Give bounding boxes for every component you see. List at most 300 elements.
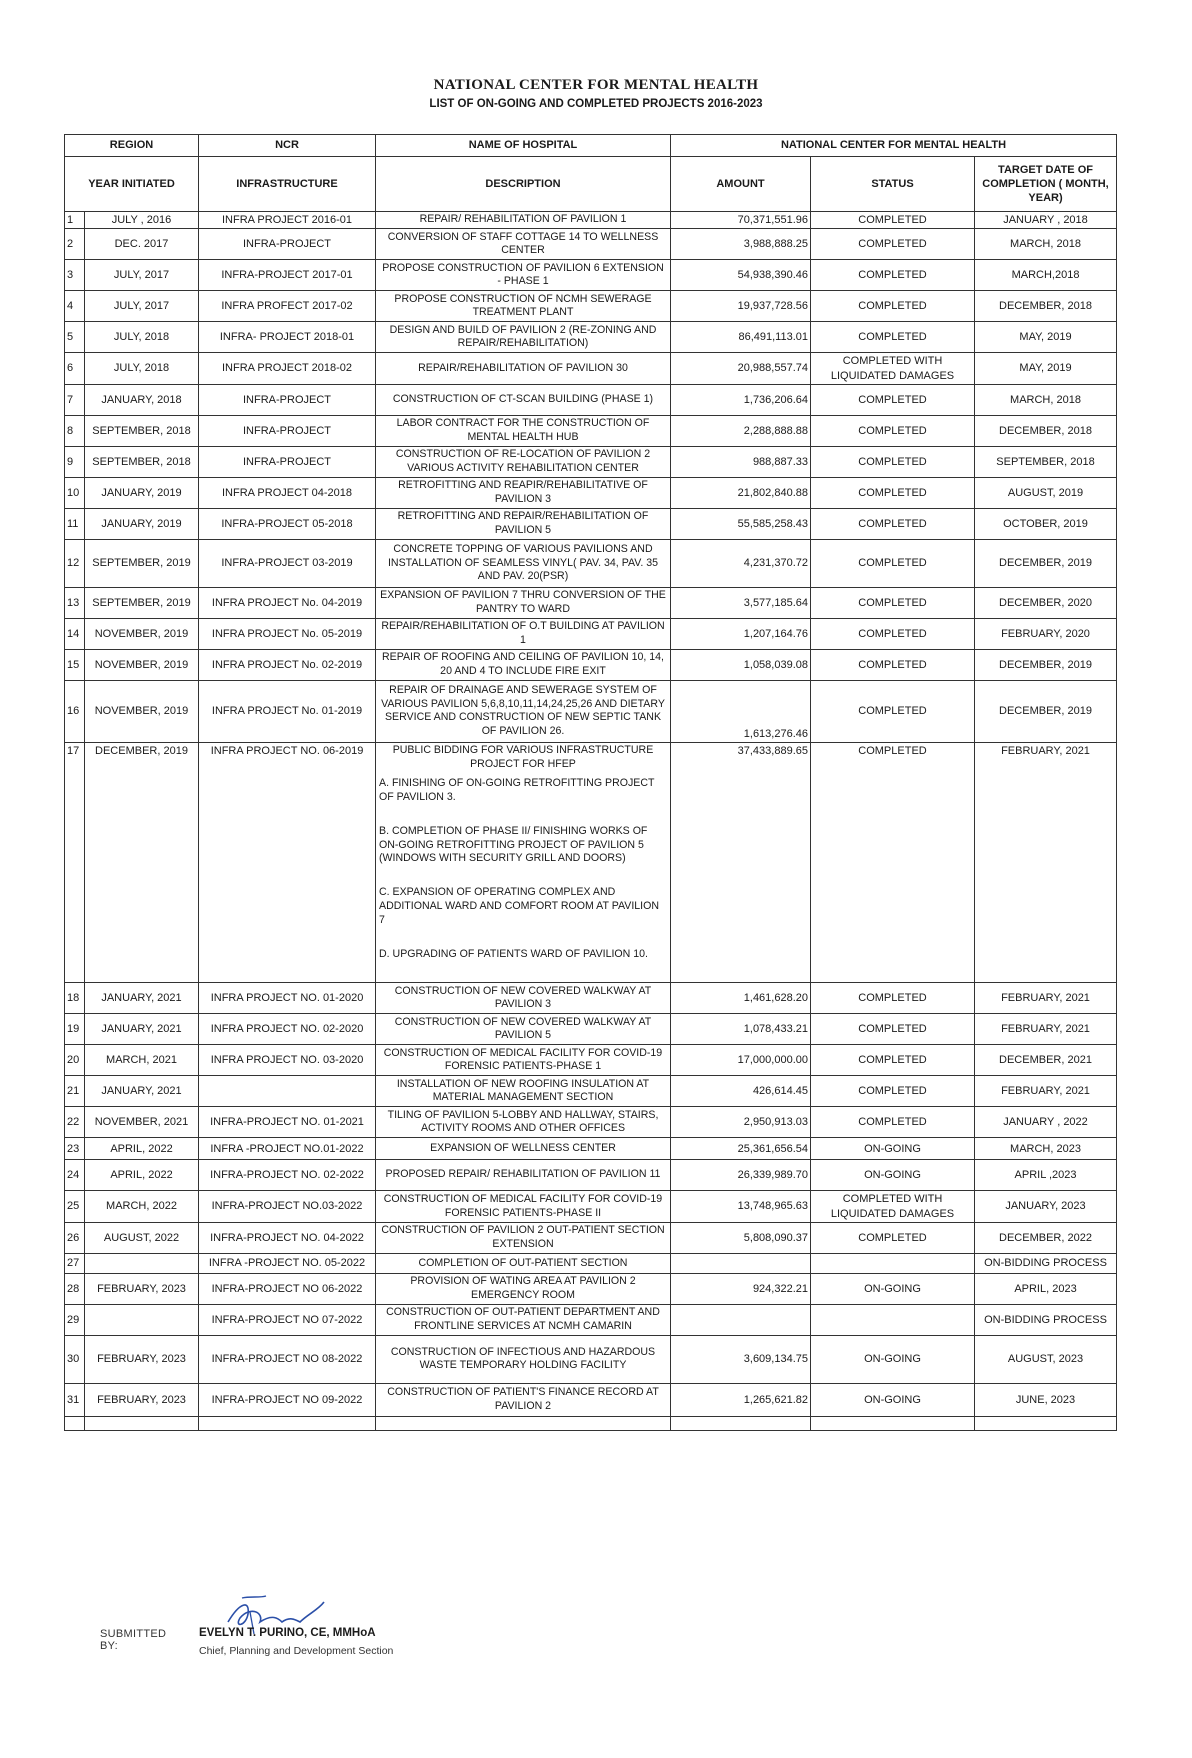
cell-infrastructure: INFRA PROJECT NO. 06-2019 <box>199 742 376 982</box>
cell-status: COMPLETED <box>811 508 975 539</box>
header-ncr: NCR <box>199 135 376 157</box>
cell-status: COMPLETED <box>811 1045 975 1076</box>
cell-row-number: 1 <box>65 212 85 229</box>
cell-description <box>376 508 671 539</box>
cell-infrastructure: INFRA-PROJECT <box>199 384 376 415</box>
description-text: CONSTRUCTION OF MEDICAL FACILITY FOR COVID-19 FORENSIC PATIENTS-PHASE II <box>383 1192 663 1219</box>
table-row <box>65 1014 1117 1045</box>
empty-cell <box>811 1416 975 1430</box>
cell-row-number: 4 <box>65 291 85 322</box>
cell-amount: 2,288,888.88 <box>671 415 811 446</box>
cell-year-initiated: JULY, 2017 <box>85 260 199 291</box>
cell-infrastructure: INFRA-PROJECT 05-2018 <box>199 508 376 539</box>
description-text: RETROFITTING AND REAPIR/REHABILITATIVE OF PAVILION 3 <box>398 479 648 505</box>
cell-row-number: 23 <box>65 1138 85 1160</box>
cell-description <box>376 1138 671 1160</box>
cell-year-initiated: JANUARY, 2021 <box>85 1014 199 1045</box>
cell-description <box>376 1222 671 1253</box>
empty-cell <box>65 1416 85 1430</box>
table-row <box>65 322 1117 353</box>
cell-target-date: MARCH, 2023 <box>975 1138 1117 1160</box>
cell-description <box>376 618 671 649</box>
description-text: PROPOSE CONSTRUCTION OF PAVILION 6 EXTENSION - PHASE 1 <box>382 261 664 288</box>
cell-description <box>376 1107 671 1138</box>
cell-status: COMPLETED <box>811 212 975 229</box>
description-text: PROPOSE CONSTRUCTION OF NCMH SEWERAGE TREATMENT PLANT <box>394 292 652 319</box>
cell-infrastructure: INFRA-PROJECT NO 07-2022 <box>199 1304 376 1335</box>
cell-infrastructure: INFRA- PROJECT 2018-01 <box>199 322 376 353</box>
cell-year-initiated <box>85 1253 199 1273</box>
cell-year-initiated: JULY, 2018 <box>85 353 199 385</box>
table-row <box>65 587 1117 618</box>
cell-amount: 4,231,370.72 <box>671 539 811 587</box>
cell-year-initiated: JULY, 2018 <box>85 322 199 353</box>
cell-infrastructure: INFRA-PROJECT NO. 04-2022 <box>199 1222 376 1253</box>
cell-infrastructure: INFRA PROJECT No. 01-2019 <box>199 680 376 742</box>
cell-year-initiated: SEPTEMBER, 2019 <box>85 539 199 587</box>
cell-infrastructure: INFRA-PROJECT NO. 02-2022 <box>199 1160 376 1191</box>
table-row <box>65 1076 1117 1107</box>
cell-description <box>376 680 671 742</box>
description-text: RETROFITTING AND REPAIR/REHABILITATION OF PAVILION 5 <box>397 510 649 536</box>
cell-description <box>376 384 671 415</box>
header-hospital: NATIONAL CENTER FOR MENTAL HEALTH <box>671 135 1117 157</box>
table-row <box>65 1138 1117 1160</box>
cell-description <box>376 291 671 322</box>
cell-target-date: DECEMBER, 2018 <box>975 415 1117 446</box>
table-row <box>65 618 1117 649</box>
cell-row-number: 11 <box>65 508 85 539</box>
description-text: COMPLETION OF OUT-PATIENT SECTION <box>418 1256 628 1269</box>
cell-status: ON-GOING <box>811 1383 975 1416</box>
cell-row-number: 12 <box>65 539 85 587</box>
cell-target-date: OCTOBER, 2019 <box>975 508 1117 539</box>
cell-amount: 54,938,390.46 <box>671 260 811 291</box>
cell-year-initiated: JANUARY, 2018 <box>85 384 199 415</box>
description-text: CONSTRUCTION OF NEW COVERED WALKWAY AT PAVILION 3 <box>394 984 652 1011</box>
cell-target-date: APRIL, 2023 <box>975 1273 1117 1304</box>
cell-year-initiated: NOVEMBER, 2019 <box>85 680 199 742</box>
cell-year-initiated: SEPTEMBER, 2018 <box>85 446 199 477</box>
cell-status: COMPLETED <box>811 322 975 353</box>
cell-target-date: FEBRUARY, 2021 <box>975 983 1117 1014</box>
cell-year-initiated: MARCH, 2022 <box>85 1191 199 1223</box>
cell-target-date: MARCH, 2018 <box>975 384 1117 415</box>
cell-amount: 25,361,656.54 <box>671 1138 811 1160</box>
empty-row <box>65 1416 1117 1430</box>
description-text: CONSTRUCTION OF PAVILION 2 OUT-PATIENT SECTION EXTENSION <box>381 1224 665 1250</box>
cell-description <box>376 1076 671 1107</box>
submitted-by-label: SUBMITTED BY: <box>100 1628 167 1652</box>
cell-infrastructure: INFRA PROJECT No. 02-2019 <box>199 649 376 680</box>
cell-description <box>376 1383 671 1416</box>
cell-row-number: 25 <box>65 1191 85 1223</box>
cell-description <box>376 229 671 260</box>
cell-description <box>376 649 671 680</box>
empty-cell <box>376 1416 671 1430</box>
header-region: REGION <box>65 135 199 157</box>
cell-status: COMPLETED <box>811 1014 975 1045</box>
header-description: DESCRIPTION <box>376 157 671 212</box>
cell-target-date: JUNE, 2023 <box>975 1383 1117 1416</box>
table-row <box>65 649 1117 680</box>
cell-amount: 1,265,621.82 <box>671 1383 811 1416</box>
header-name-of-hospital: NAME OF HOSPITAL <box>376 135 671 157</box>
cell-status: COMPLETED WITH LIQUIDATED DAMAGES <box>811 1191 975 1223</box>
header-status: STATUS <box>811 157 975 212</box>
cell-row-number: 20 <box>65 1045 85 1076</box>
empty-cell <box>85 1416 199 1430</box>
cell-amount <box>671 1253 811 1273</box>
cell-infrastructure: INFRA-PROJECT <box>199 415 376 446</box>
cell-amount: 924,322.21 <box>671 1273 811 1304</box>
cell-row-number: 13 <box>65 587 85 618</box>
cell-status: COMPLETED <box>811 680 975 742</box>
cell-year-initiated: APRIL, 2022 <box>85 1160 199 1191</box>
empty-cell <box>975 1416 1117 1430</box>
description-sub-items <box>379 777 667 961</box>
cell-amount: 1,078,433.21 <box>671 1014 811 1045</box>
cell-row-number: 30 <box>65 1335 85 1383</box>
cell-infrastructure: INFRA-PROJECT NO 06-2022 <box>199 1273 376 1304</box>
cell-status: COMPLETED <box>811 477 975 508</box>
cell-amount: 1,207,164.76 <box>671 618 811 649</box>
cell-status: COMPLETED <box>811 539 975 587</box>
cell-amount: 17,000,000.00 <box>671 1045 811 1076</box>
cell-infrastructure: INFRA -PROJECT NO. 05-2022 <box>199 1253 376 1273</box>
cell-target-date: DECEMBER, 2022 <box>975 1222 1117 1253</box>
empty-cell <box>671 1416 811 1430</box>
cell-description <box>376 1253 671 1273</box>
cell-row-number: 3 <box>65 260 85 291</box>
table-row <box>65 477 1117 508</box>
cell-status: COMPLETED WITH LIQUIDATED DAMAGES <box>811 353 975 385</box>
description-text: REPAIR OF DRAINAGE AND SEWERAGE SYSTEM OF VARIOUS PAVILION 5,6,8,10,11,14,24,25,26 AND DIETARY SERVICE AND CONSTRUCTION OF NEW SEPTIC TANK OF PAVILION 26. <box>381 683 665 738</box>
description-text: CONVERSION OF STAFF COTTAGE 14 TO WELLNESS CENTER <box>387 230 659 257</box>
cell-infrastructure: INFRA PROJECT 2018-02 <box>199 353 376 385</box>
cell-target-date: DECEMBER, 2019 <box>975 539 1117 587</box>
cell-amount: 26,339,989.70 <box>671 1160 811 1191</box>
cell-row-number: 2 <box>65 229 85 260</box>
cell-target-date: JANUARY, 2023 <box>975 1191 1117 1223</box>
cell-year-initiated: JANUARY, 2019 <box>85 508 199 539</box>
cell-infrastructure: INFRA PROJECT No. 05-2019 <box>199 618 376 649</box>
cell-year-initiated: SEPTEMBER, 2018 <box>85 415 199 446</box>
cell-status: COMPLETED <box>811 260 975 291</box>
cell-amount: 20,988,557.74 <box>671 353 811 385</box>
cell-row-number: 29 <box>65 1304 85 1335</box>
cell-description <box>376 477 671 508</box>
cell-year-initiated: FEBRUARY, 2023 <box>85 1335 199 1383</box>
table-row <box>65 291 1117 322</box>
cell-status: ON-GOING <box>811 1273 975 1304</box>
cell-year-initiated: NOVEMBER, 2019 <box>85 618 199 649</box>
document-subtitle: LIST OF ON-GOING AND COMPLETED PROJECTS 2016-2023 <box>429 98 763 110</box>
description-text: CONSTRUCTION OF CT-SCAN BUILDING (PHASE 1) <box>392 393 654 405</box>
description-text: TILING OF PAVILION 5-LOBBY AND HALLWAY, STAIRS, ACTIVITY ROOMS AND OTHER OFFICES <box>387 1108 659 1135</box>
cell-amount: 19,937,728.56 <box>671 291 811 322</box>
description-text: EXPANSION OF PAVILION 7 THRU CONVERSION OF THE PANTRY TO WARD <box>380 589 666 615</box>
cell-description <box>376 587 671 618</box>
description-sub-item: B. COMPLETION OF PHASE II/ FINISHING WORKS OF ON-GOING RETROFITTING PROJECT OF PAVILION 5 (WINDOWS WITH SECURITY GRILL AND DOORS) <box>379 824 648 865</box>
cell-year-initiated: FEBRUARY, 2023 <box>85 1273 199 1304</box>
cell-infrastructure: INFRA -PROJECT NO.01-2022 <box>199 1138 376 1160</box>
cell-target-date: FEBRUARY, 2021 <box>975 1014 1117 1045</box>
cell-amount: 988,887.33 <box>671 446 811 477</box>
cell-amount: 13,748,965.63 <box>671 1191 811 1223</box>
cell-infrastructure: INFRA-PROJECT <box>199 229 376 260</box>
header-row-1 <box>65 135 1117 157</box>
cell-row-number: 9 <box>65 446 85 477</box>
projects-table <box>64 134 1117 1431</box>
table-row <box>65 983 1117 1014</box>
cell-target-date: FEBRUARY, 2021 <box>975 1076 1117 1107</box>
description-text: CONSTRUCTION OF RE-LOCATION OF PAVILION 2 VARIOUS ACTIVITY REHABILITATION CENTER <box>395 448 651 474</box>
cell-description <box>376 1191 671 1223</box>
cell-status: COMPLETED <box>811 742 975 982</box>
document-title: NATIONAL CENTER FOR MENTAL HEALTH <box>433 77 759 93</box>
cell-target-date: MARCH,2018 <box>975 260 1117 291</box>
cell-year-initiated: DEC. 2017 <box>85 229 199 260</box>
cell-target-date: SEPTEMBER, 2018 <box>975 446 1117 477</box>
table-row <box>65 680 1117 742</box>
cell-amount: 3,988,888.25 <box>671 229 811 260</box>
table-row <box>65 1160 1117 1191</box>
table-row <box>65 260 1117 291</box>
cell-infrastructure: INFRA PROJECT 2016-01 <box>199 212 376 229</box>
table-row <box>65 212 1117 229</box>
cell-status: ON-GOING <box>811 1160 975 1191</box>
cell-row-number: 31 <box>65 1383 85 1416</box>
cell-description <box>376 983 671 1014</box>
description-text: EXPANSION OF WELLNESS CENTER <box>430 1141 616 1154</box>
description-text: REPAIR/ REHABILITATION OF PAVILION 1 <box>419 213 627 226</box>
cell-row-number: 5 <box>65 322 85 353</box>
cell-row-number: 7 <box>65 384 85 415</box>
cell-amount: 55,585,258.43 <box>671 508 811 539</box>
cell-status: COMPLETED <box>811 649 975 680</box>
cell-target-date: DECEMBER, 2018 <box>975 291 1117 322</box>
cell-status <box>811 1304 975 1335</box>
cell-row-number: 8 <box>65 415 85 446</box>
description-text: LABOR CONTRACT FOR THE CONSTRUCTION OF MENTAL HEALTH HUB <box>396 417 650 443</box>
table-row <box>65 1045 1117 1076</box>
table-row <box>65 1222 1117 1253</box>
description-text: PROVISION OF WATING AREA AT PAVILION 2 EMERGENCY ROOM <box>410 1275 636 1301</box>
description-text: CONSTRUCTION OF PATIENT'S FINANCE RECORD AT PAVILION 2 <box>387 1386 659 1412</box>
cell-target-date: JANUARY , 2022 <box>975 1107 1117 1138</box>
empty-cell <box>199 1416 376 1430</box>
cell-description <box>376 742 671 982</box>
cell-amount: 37,433,889.65 <box>671 742 811 982</box>
cell-row-number: 21 <box>65 1076 85 1107</box>
header-row-2 <box>65 157 1117 212</box>
cell-target-date: DECEMBER, 2020 <box>975 587 1117 618</box>
header-year-initiated: YEAR INITIATED <box>65 157 199 212</box>
cell-status: COMPLETED <box>811 229 975 260</box>
description-sub-item: C. EXPANSION OF OPERATING COMPLEX AND ADDITIONAL WARD AND COMFORT ROOM AT PAVILION 7 <box>379 886 659 926</box>
cell-description <box>376 1273 671 1304</box>
cell-description <box>376 212 671 229</box>
cell-amount: 70,371,551.96 <box>671 212 811 229</box>
cell-description <box>376 322 671 353</box>
description-text: PROPOSED REPAIR/ REHABILITATION OF PAVILION 11 <box>385 1168 661 1181</box>
cell-status: COMPLETED <box>811 1076 975 1107</box>
cell-infrastructure: INFRA PROFECT 2017-02 <box>199 291 376 322</box>
cell-description <box>376 415 671 446</box>
cell-year-initiated: DECEMBER, 2019 <box>85 742 199 982</box>
cell-target-date: AUGUST, 2019 <box>975 477 1117 508</box>
table-row <box>65 446 1117 477</box>
table-row <box>65 1273 1117 1304</box>
cell-year-initiated: AUGUST, 2022 <box>85 1222 199 1253</box>
cell-year-initiated: JULY, 2017 <box>85 291 199 322</box>
cell-target-date: APRIL ,2023 <box>975 1160 1117 1191</box>
table-row <box>65 1335 1117 1383</box>
cell-description <box>376 353 671 385</box>
cell-infrastructure: INFRA PROJECT NO. 01-2020 <box>199 983 376 1014</box>
cell-status: COMPLETED <box>811 1107 975 1138</box>
cell-year-initiated: JANUARY, 2021 <box>85 1076 199 1107</box>
table-row <box>65 1383 1117 1416</box>
cell-infrastructure: INFRA-PROJECT NO 09-2022 <box>199 1383 376 1416</box>
table-row <box>65 508 1117 539</box>
cell-amount: 1,461,628.20 <box>671 983 811 1014</box>
table-row <box>65 1253 1117 1273</box>
cell-year-initiated: APRIL, 2022 <box>85 1138 199 1160</box>
description-text: CONSTRUCTION OF MEDICAL FACILITY FOR COVID-19 FORENSIC PATIENTS-PHASE 1 <box>383 1046 663 1073</box>
description-text: CONSTRUCTION OF OUT-PATIENT DEPARTMENT AND FRONTLINE SERVICES AT NCMH CAMARIN <box>386 1306 660 1332</box>
cell-infrastructure: INFRA PROJECT No. 04-2019 <box>199 587 376 618</box>
cell-target-date: FEBRUARY, 2020 <box>975 618 1117 649</box>
table-row <box>65 539 1117 587</box>
cell-row-number: 10 <box>65 477 85 508</box>
description-text: PUBLIC BIDDING FOR VARIOUS INFRASTRUCTURE PROJECT FOR HFEP <box>392 743 654 770</box>
cell-description <box>376 446 671 477</box>
description-text: REPAIR/REHABILITATION OF PAVILION 30 <box>418 361 628 374</box>
cell-amount: 1,736,206.64 <box>671 384 811 415</box>
cell-amount: 2,950,913.03 <box>671 1107 811 1138</box>
header-amount: AMOUNT <box>671 157 811 212</box>
header-infrastructure: INFRASTRUCTURE <box>199 157 376 212</box>
cell-target-date: ON-BIDDING PROCESS <box>975 1304 1117 1335</box>
cell-year-initiated: JANUARY, 2019 <box>85 477 199 508</box>
cell-row-number: 6 <box>65 353 85 385</box>
cell-amount: 86,491,113.01 <box>671 322 811 353</box>
cell-infrastructure: INFRA-PROJECT NO.03-2022 <box>199 1191 376 1223</box>
cell-infrastructure: INFRA-PROJECT <box>199 446 376 477</box>
cell-target-date: ON-BIDDING PROCESS <box>975 1253 1117 1273</box>
cell-target-date: MAY, 2019 <box>975 353 1117 385</box>
cell-infrastructure: INFRA-PROJECT NO. 01-2021 <box>199 1107 376 1138</box>
table-row <box>65 1107 1117 1138</box>
cell-description <box>376 1014 671 1045</box>
cell-amount: 1,613,276.46 <box>671 680 811 742</box>
cell-infrastructure <box>199 1076 376 1107</box>
cell-row-number: 26 <box>65 1222 85 1253</box>
cell-year-initiated: JANUARY, 2021 <box>85 983 199 1014</box>
cell-target-date: MAY, 2019 <box>975 322 1117 353</box>
cell-amount: 426,614.45 <box>671 1076 811 1107</box>
description-sub-item: D. UPGRADING OF PATIENTS WARD OF PAVILION 10. <box>379 947 648 960</box>
cell-target-date: MARCH, 2018 <box>975 229 1117 260</box>
cell-infrastructure: INFRA-PROJECT 03-2019 <box>199 539 376 587</box>
cell-row-number: 28 <box>65 1273 85 1304</box>
cell-target-date: FEBRUARY, 2021 <box>975 742 1117 982</box>
signatory-position: Chief, Planning and Development Section <box>199 1645 394 1657</box>
cell-status: COMPLETED <box>811 618 975 649</box>
cell-description <box>376 1335 671 1383</box>
cell-year-initiated <box>85 1304 199 1335</box>
cell-row-number: 22 <box>65 1107 85 1138</box>
table-row <box>65 415 1117 446</box>
cell-status: COMPLETED <box>811 1222 975 1253</box>
cell-status: COMPLETED <box>811 446 975 477</box>
cell-infrastructure: INFRA PROJECT 04-2018 <box>199 477 376 508</box>
cell-status: COMPLETED <box>811 415 975 446</box>
description-text: CONSTRUCTION OF INFECTIOUS AND HAZARDOUS WASTE TEMPORARY HOLDING FACILITY <box>390 1345 656 1372</box>
cell-row-number: 27 <box>65 1253 85 1273</box>
cell-target-date: AUGUST, 2023 <box>975 1335 1117 1383</box>
description-text: CONCRETE TOPPING OF VARIOUS PAVILIONS AND INSTALLATION OF SEAMLESS VINYL( PAV. 34, PAV. 35 AND PAV. 20(PSR) <box>387 542 659 583</box>
cell-status: COMPLETED <box>811 384 975 415</box>
cell-infrastructure: INFRA PROJECT NO. 02-2020 <box>199 1014 376 1045</box>
cell-amount: 21,802,840.88 <box>671 477 811 508</box>
cell-status <box>811 1253 975 1273</box>
description-text: CONSTRUCTION OF NEW COVERED WALKWAY AT PAVILION 5 <box>394 1015 652 1042</box>
cell-description <box>376 539 671 587</box>
cell-status: COMPLETED <box>811 983 975 1014</box>
cell-amount <box>671 1304 811 1335</box>
cell-status: COMPLETED <box>811 587 975 618</box>
cell-amount: 5,808,090.37 <box>671 1222 811 1253</box>
cell-status: ON-GOING <box>811 1138 975 1160</box>
cell-description <box>376 1045 671 1076</box>
table-row <box>65 742 1117 982</box>
cell-row-number: 15 <box>65 649 85 680</box>
cell-description <box>376 1160 671 1191</box>
description-text: DESIGN AND BUILD OF PAVILION 2 (RE-ZONING AND REPAIR/REHABILITATION) <box>389 323 657 350</box>
cell-row-number: 16 <box>65 680 85 742</box>
cell-infrastructure: INFRA PROJECT NO. 03-2020 <box>199 1045 376 1076</box>
description-text: REPAIR OF ROOFING AND CEILING OF PAVILION 10, 14, 20 AND 4 TO INCLUDE FIRE EXIT <box>382 651 664 677</box>
description-sub-item: A. FINISHING OF ON-GOING RETROFITTING PROJECT OF PAVILION 3. <box>379 777 655 804</box>
cell-infrastructure: INFRA-PROJECT NO 08-2022 <box>199 1335 376 1383</box>
cell-row-number: 14 <box>65 618 85 649</box>
cell-year-initiated: NOVEMBER, 2019 <box>85 649 199 680</box>
table-row <box>65 1191 1117 1223</box>
cell-row-number: 24 <box>65 1160 85 1191</box>
cell-status: COMPLETED <box>811 291 975 322</box>
cell-row-number: 17 <box>65 742 85 982</box>
description-text: INSTALLATION OF NEW ROOFING INSULATION AT MATERIAL MANAGEMENT SECTION <box>396 1077 650 1104</box>
cell-row-number: 19 <box>65 1014 85 1045</box>
cell-year-initiated: SEPTEMBER, 2019 <box>85 587 199 618</box>
cell-amount: 1,058,039.08 <box>671 649 811 680</box>
cell-amount: 3,577,185.64 <box>671 587 811 618</box>
cell-target-date: DECEMBER, 2019 <box>975 680 1117 742</box>
header-target-date: TARGET DATE OF COMPLETION ( MONTH, YEAR) <box>975 157 1117 212</box>
description-text: REPAIR/REHABILITATION OF O.T BUILDING AT PAVILION 1 <box>381 620 665 646</box>
signatory-name: EVELYN T. PURINO, CE, MMHoA <box>199 1627 376 1639</box>
cell-row-number: 18 <box>65 983 85 1014</box>
cell-description <box>376 260 671 291</box>
cell-target-date: DECEMBER, 2021 <box>975 1045 1117 1076</box>
cell-target-date: JANUARY , 2018 <box>975 212 1117 229</box>
cell-infrastructure: INFRA-PROJECT 2017-01 <box>199 260 376 291</box>
cell-year-initiated: JULY , 2016 <box>85 212 199 229</box>
table-row <box>65 1304 1117 1335</box>
